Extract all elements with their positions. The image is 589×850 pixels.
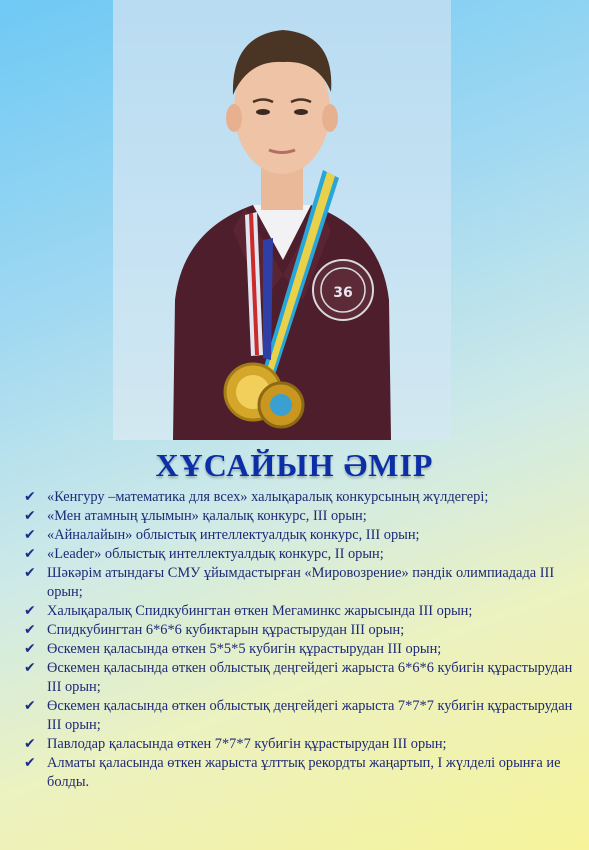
achievement-text: Шәкәрім атындағы СМУ ұйымдастырған «Мировозрение» пәндік олимпиадада ІІІ орын;	[47, 565, 555, 600]
portrait-illustration	[113, 0, 451, 440]
list-item	[20, 545, 575, 564]
list-item	[20, 526, 575, 545]
list-item	[20, 697, 575, 735]
list-item	[20, 754, 575, 792]
svg-text:36: 36	[333, 285, 353, 301]
list-item	[20, 640, 575, 659]
achievement-text: Спидкубингтан 6*6*6 кубиктарын құрастырудан ІІІ орын;	[47, 622, 405, 638]
list-item	[20, 564, 575, 602]
achievements-list	[20, 488, 575, 792]
list-item	[20, 507, 575, 526]
list-item	[20, 659, 575, 697]
list-item	[20, 602, 575, 621]
achievement-text: Павлодар қаласында өткен 7*7*7 кубигін құрастырудан ІІІ орын;	[47, 736, 447, 752]
check-icon: ✔	[24, 641, 36, 657]
achievement-text: «Мен атамның ұлымын» қалалық конкурс, ІІІ орын;	[47, 508, 367, 524]
achievement-text: Халықаралық Спидкубингтан өткен Мегаминкс жарысында ІІІ орын;	[47, 603, 473, 619]
list-item	[20, 735, 575, 754]
achievement-text: Өскемен қаласында өткен облыстық деңгейдегі жарыста 6*6*6 кубигін құрастырудан ІІІ орын;	[47, 660, 573, 695]
list-item	[20, 488, 575, 507]
achievement-text: «Кенгуру –математика для всех» халықаралық конкурсының жүлдегері;	[47, 489, 489, 505]
student-photo	[113, 0, 451, 440]
check-icon: ✔	[24, 736, 36, 752]
achievement-text: Алматы қаласында өткен жарыста ұлттық рекордты жаңартып, І жүлделі орынға ие болды.	[47, 755, 561, 790]
student-name-title: ХҰСАЙЫН ӘМІР	[155, 447, 434, 483]
check-icon: ✔	[24, 603, 36, 619]
achievement-text: Өскемен қаласында өткен 5*5*5 кубигін құрастырудан ІІІ орын;	[47, 641, 442, 657]
list-item	[20, 621, 575, 640]
check-icon: ✔	[24, 698, 36, 714]
achievement-text: «Leader» облыстық интеллектуалдық конкурс, ІІ орын;	[47, 546, 384, 562]
check-icon: ✔	[24, 527, 36, 543]
achievement-text: Өскемен қаласында өткен облыстық деңгейдегі жарыста 7*7*7 кубигін құрастырудан ІІІ орын;	[47, 698, 573, 733]
check-icon: ✔	[24, 565, 36, 581]
check-icon: ✔	[24, 546, 36, 562]
check-icon: ✔	[24, 660, 36, 676]
check-icon: ✔	[24, 622, 36, 638]
achievement-text: «Айналайын» облыстық интеллектуалдық конкурс, ІІІ орын;	[47, 527, 420, 543]
check-icon: ✔	[24, 755, 36, 771]
check-icon: ✔	[24, 508, 36, 524]
check-icon: ✔	[24, 489, 36, 505]
